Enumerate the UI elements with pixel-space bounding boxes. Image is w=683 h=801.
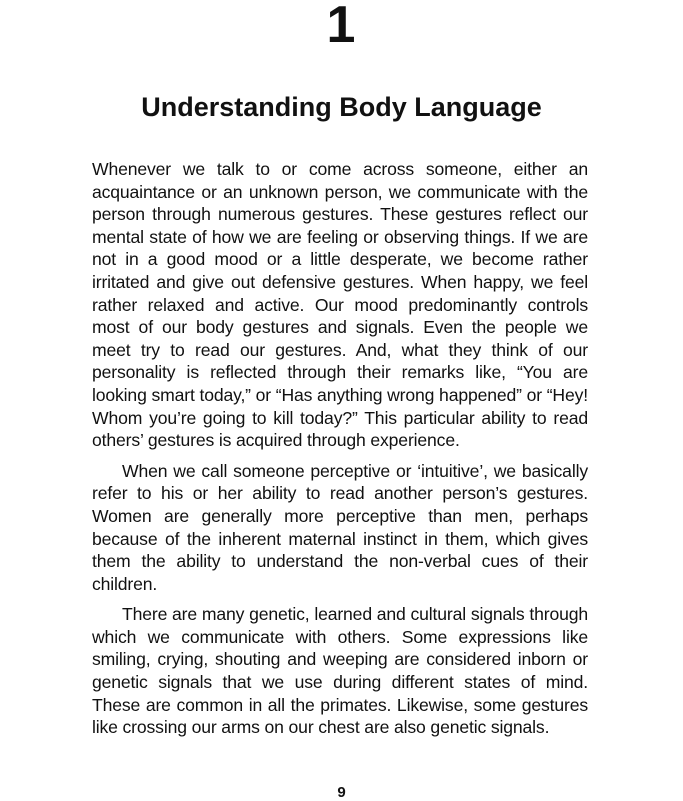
paragraph-3: There are many genetic, learned and cultural signals through which we communicate with others. Some expressions like smiling, crying, shouting and weeping are considered inborn or genetic signals that we use during different states of mind. These are common in all the primates. Likewise, some gestures like crossing our arms on our chest are also genetic signals. xyxy=(92,604,588,738)
chapter-title: Understanding Body Language xyxy=(141,92,542,122)
chapter-number: 1 xyxy=(326,0,357,54)
paragraph-1: Whenever we talk to or come across someone, either an acquaintance or an unknown person, we communicate with the person through numerous gestures. These gestures reflect our mental state of how we are feeling or observing things. If we are not in a good mood or a little desperate, we become rather irritated and give out defensive gestures. When happy, we feel rather relaxed and active. Our mood predominantly controls most of our body gestures and signals. Even the people we meet try to read our gestures. And, what they think of our personality is reflected through their remarks like, “You are looking smart today,” or “Has anything wrong happened” or “Hey! Whom you’re going to kill today?” This particular ability to read others’ gestures is acquired through experience. xyxy=(92,159,588,451)
chapter-body xyxy=(92,158,588,747)
page-number: 9 xyxy=(337,784,346,801)
paragraph-2: When we call someone perceptive or ‘intuitive’, we basically refer to his or her ability to read another person’s gestures. Women are generally more perceptive than men, perhaps because of the inherent maternal instinct in them, which gives them the ability to understand the non-verbal cues of their children. xyxy=(92,460,588,594)
